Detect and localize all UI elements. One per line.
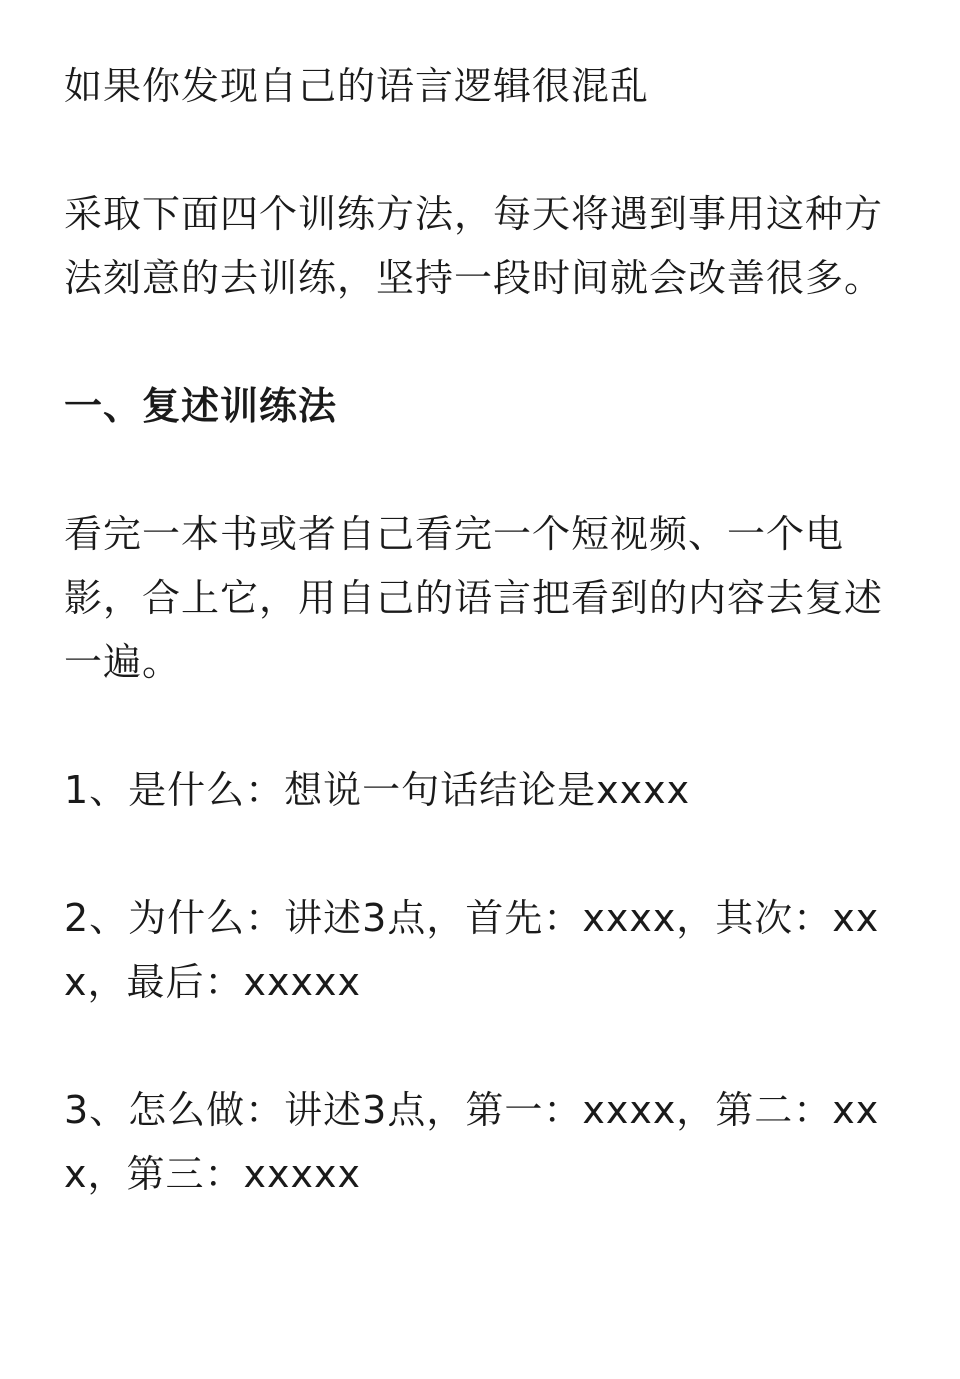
intro-line: 如果你发现自己的语言逻辑很混乱 [64, 64, 650, 108]
section-description: 看完一本书或者自己看完一个短视频、一个电影，合上它，用自己的语言把看到的内容去复述一遍。 [64, 512, 884, 684]
step-item-3: 3、怎么做：讲述3点，第一：xxxx，第二：xxx，第三：xxxxx [64, 1088, 880, 1196]
intro-paragraph: 采取下面四个训练方法，每天将遇到事用这种方法刻意的去训练，坚持一段时间就会改善很多。 [64, 192, 884, 300]
step-item-1: 1、是什么：想说一句话结论是xxxx [64, 768, 691, 812]
step-item-2: 2、为什么：讲述3点，首先：xxxx，其次：xxx，最后：xxxxx [64, 896, 880, 1004]
section-heading: 一、复述训练法 [64, 384, 338, 428]
